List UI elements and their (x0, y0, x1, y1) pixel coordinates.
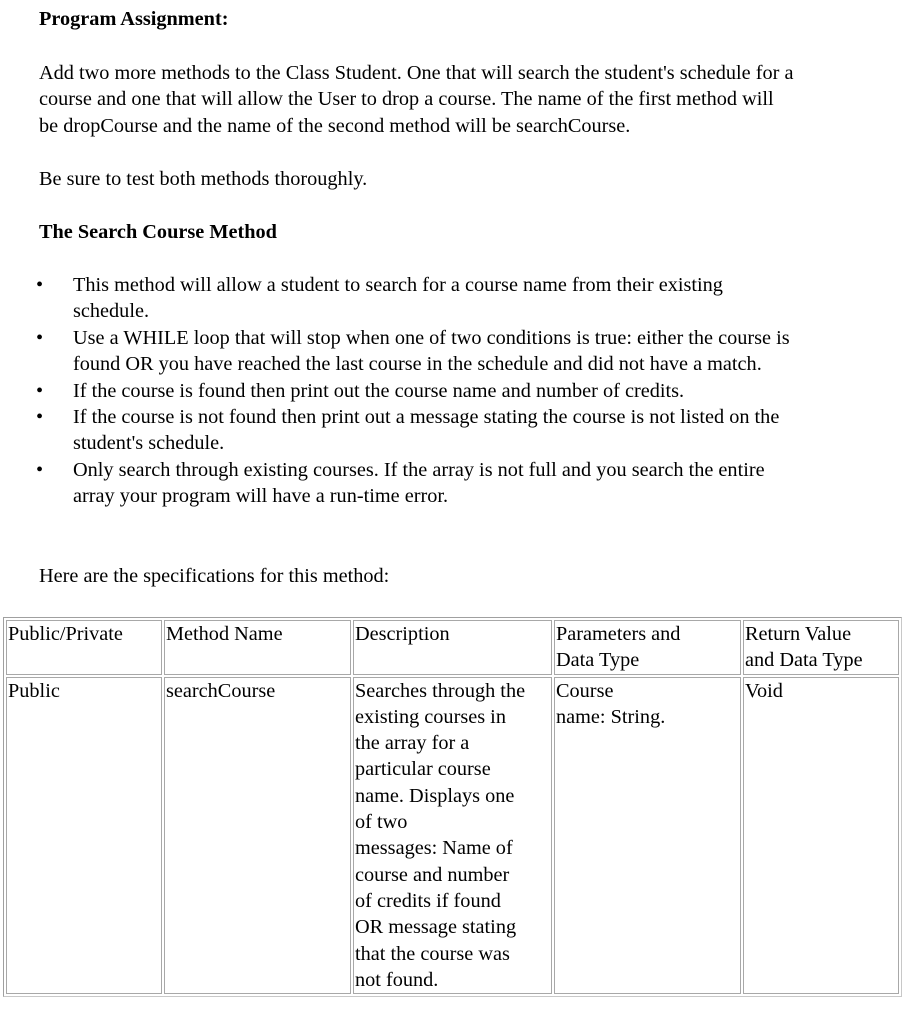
cell-line: messages: Name of (355, 837, 513, 860)
cell-line: Method Name (166, 623, 283, 645)
list-item-text (73, 378, 684, 404)
spec-intro: Here are the specifications for this method: (39, 565, 390, 587)
list-item-line: schedule. (73, 300, 150, 323)
list-item-line: found OR you have reached the last course in the schedule and did not have a match. (73, 353, 762, 376)
table-header-row-cell (164, 620, 351, 675)
bullet-icon: • (36, 274, 44, 296)
bullet-icon: • (36, 327, 44, 349)
cell-line: course and number (355, 863, 510, 886)
cell-line: the array for a (355, 732, 470, 755)
table-row-cell (743, 677, 899, 995)
list-item-line: If the course is found then print out the course name and number of credits. (73, 380, 685, 402)
cell-line: Public (8, 679, 60, 702)
table-row (6, 677, 899, 995)
cell-line: of credits if found (355, 889, 501, 912)
list-item-text (73, 325, 790, 378)
cell-line: searchCourse (166, 679, 276, 702)
list-item-line: array your program will have a run-time error. (73, 485, 449, 508)
list-item-line: student's schedule. (73, 432, 225, 455)
bullet-icon: • (36, 380, 44, 402)
cell-line: not found. (355, 968, 439, 991)
cell-line: Searches through the (355, 679, 526, 702)
cell-line: Course (556, 679, 614, 702)
cell-line: OR message stating (355, 916, 517, 939)
cell-line: Description (355, 623, 450, 645)
intro-paragraph (39, 60, 793, 139)
cell-line: name. Displays one (355, 784, 515, 807)
method-spec-table (3, 617, 902, 997)
table-row-cell (353, 677, 552, 995)
intro-line: Add two more methods to the Class Student. One that will search the student's schedule for a (39, 62, 794, 84)
intro-line: be dropCourse and the name of the second method will be searchCourse. (39, 114, 631, 137)
cell-line: Parameters and (556, 623, 681, 645)
cell-line: name: String. (556, 705, 666, 728)
list-item-text (73, 404, 779, 457)
table-header-row-cell (743, 620, 899, 675)
cell-line: Void (745, 679, 783, 702)
list-item-text (73, 457, 765, 510)
cell-line: of two (355, 811, 408, 834)
cell-line: that the course was (355, 942, 510, 965)
cell-line: Public/Private (8, 623, 123, 645)
cell-line: and Data Type (745, 649, 863, 672)
table-header-row-cell (353, 620, 552, 675)
cell-line: Data Type (556, 649, 640, 672)
table-header-row-cell (6, 620, 162, 675)
table-header-row-cell (554, 620, 741, 675)
table-header-row (6, 620, 899, 675)
list-item-line: Only search through existing courses. If the array is not full and you search the entire (73, 459, 765, 481)
table-row-cell (6, 677, 162, 995)
document-title: Program Assignment: (39, 8, 229, 30)
table-row-cell (554, 677, 741, 995)
intro-line: course and one that will allow the User to drop a course. The name of the first method will (39, 88, 774, 111)
cell-line: particular course (355, 758, 491, 781)
list-item-line: If the course is not found then print out a message stating the course is not listed on the (73, 406, 780, 428)
bullet-icon: • (36, 406, 44, 428)
table-row-cell (164, 677, 351, 995)
cell-line: Return Value (745, 623, 852, 645)
list-item-line: Use a WHILE loop that will stop when one of two conditions is true: either the course is (73, 327, 790, 349)
section-heading: The Search Course Method (39, 221, 277, 243)
list-item-line: This method will allow a student to search for a course name from their existing (73, 274, 723, 296)
list-item-text (73, 272, 723, 325)
test-note: Be sure to test both methods thoroughly. (39, 168, 368, 190)
bullet-icon: • (36, 459, 44, 481)
cell-line: existing courses in (355, 705, 506, 728)
